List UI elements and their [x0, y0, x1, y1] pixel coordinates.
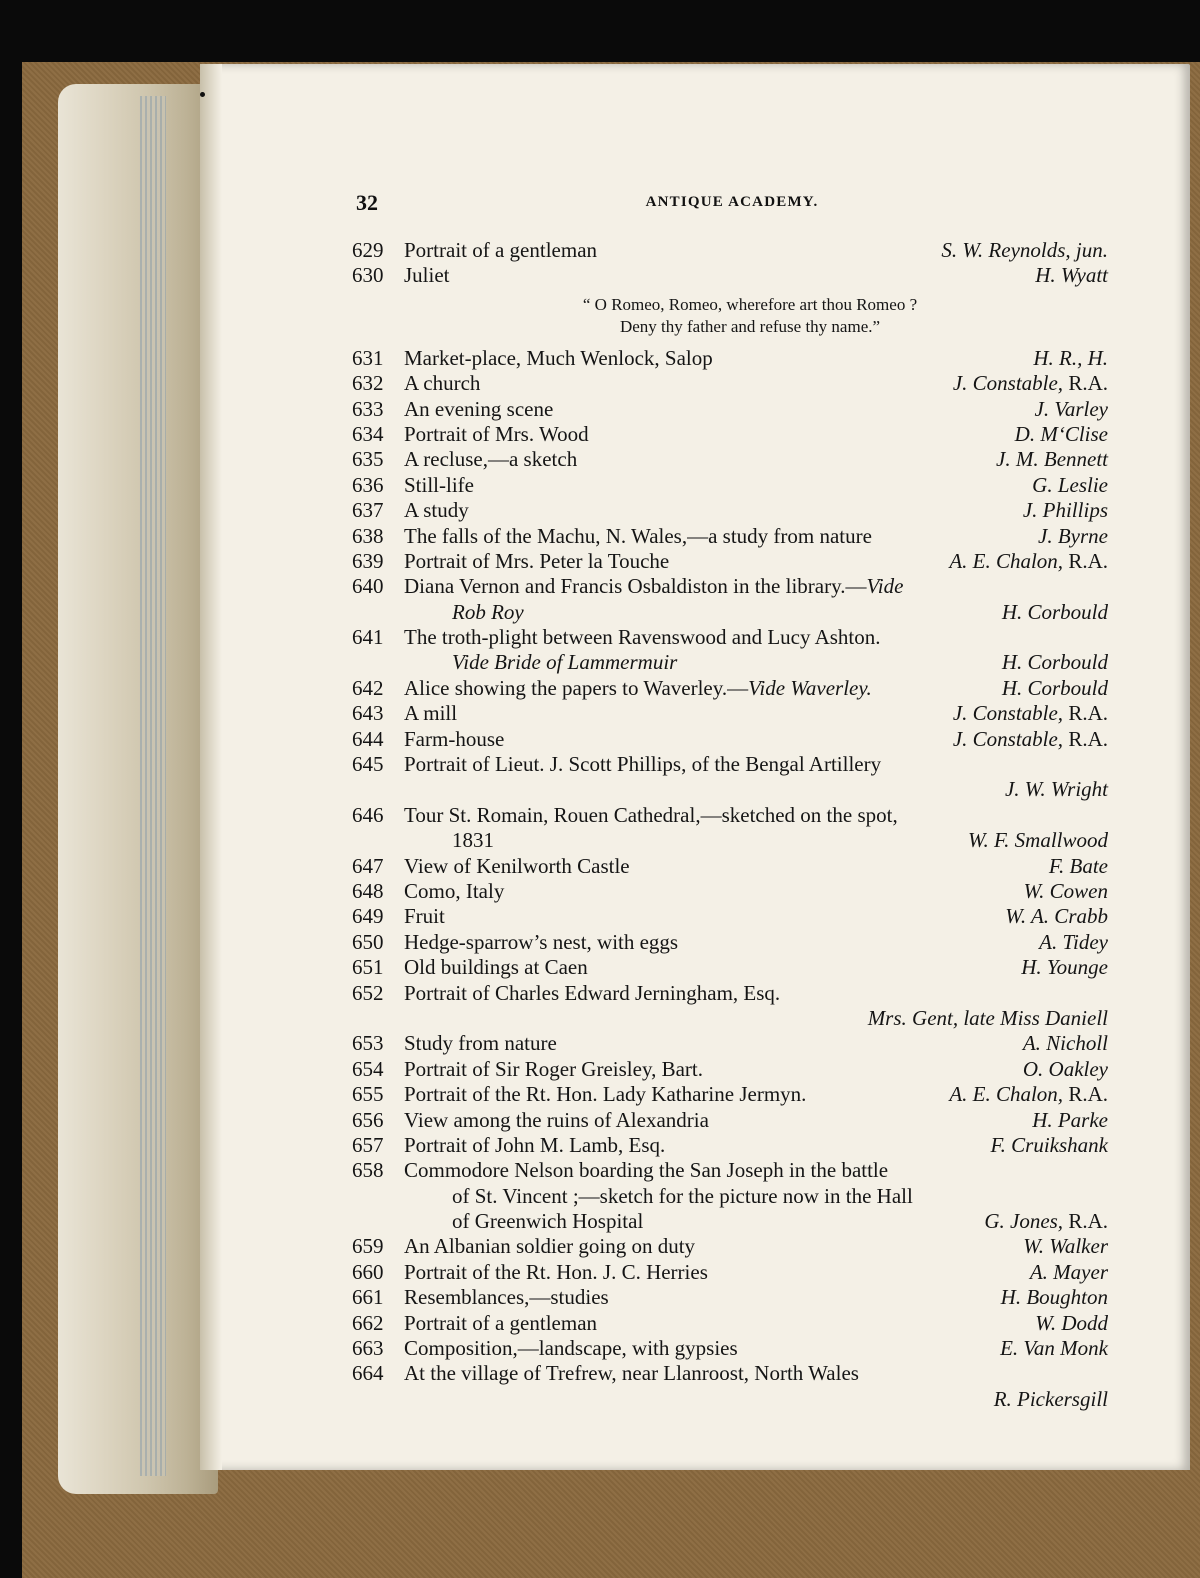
entry-artist: H. R., H.	[1033, 345, 1108, 370]
ra-suffix: R.A.	[1068, 701, 1108, 726]
entry-title: The falls of the Machu, N. Wales,—a study from nature	[404, 523, 872, 548]
catalogue-entry	[352, 930, 1108, 955]
entry-number: 637	[352, 498, 384, 523]
catalogue-entry	[352, 1361, 1108, 1386]
entry-title: Hedge-sparrow’s nest, with eggs	[404, 929, 679, 954]
entry-number: 632	[352, 371, 384, 396]
entry-number: 634	[352, 421, 384, 446]
entry-number: 638	[352, 523, 384, 548]
entry-title: View of Kenilworth Castle	[404, 853, 630, 878]
catalogue-entry-continuation	[352, 1006, 1108, 1031]
entry-number: 649	[352, 904, 384, 929]
entry-artist: G. Leslie	[1032, 472, 1108, 497]
ra-suffix: R.A.	[1068, 548, 1108, 573]
entry-title: Commodore Nelson boarding the San Joseph in the battle	[404, 1158, 889, 1183]
entry-title: At the village of Trefrew, near Llanroost, North Wales	[404, 1361, 859, 1386]
entry-artist: E. Van Monk	[1000, 1336, 1108, 1361]
page-edge-stain	[140, 96, 166, 1476]
catalogue-entry	[352, 854, 1108, 879]
catalogue-entry	[352, 1234, 1108, 1259]
artist-name: J. Constable,	[952, 701, 1064, 726]
catalogue-entry	[352, 346, 1108, 371]
ra-suffix: R.A.	[1068, 1082, 1108, 1107]
entry-title: Fruit	[404, 904, 445, 929]
entry-artist: H. Boughton	[1000, 1285, 1108, 1310]
entry-title-italic: Vide Waverley.	[748, 675, 872, 700]
entry-title: A mill	[404, 701, 458, 726]
entry-number: 654	[352, 1056, 384, 1081]
entry-number: 653	[352, 1031, 384, 1056]
entry-title: Portrait of Sir Roger Greisley, Bart.	[404, 1056, 703, 1081]
entry-number: 648	[352, 878, 384, 903]
entry-artist: H. Corbould	[1001, 650, 1108, 675]
catalogue-entry	[352, 549, 1108, 574]
entry-title-italic: Vide	[866, 574, 904, 599]
catalogue-entry	[352, 1158, 1108, 1183]
entry-number: 644	[352, 726, 384, 751]
entry-title: An Albanian soldier going on duty	[404, 1234, 696, 1259]
catalogue-entry	[352, 1082, 1108, 1107]
catalogue-entry	[352, 263, 1108, 288]
catalogue-entry	[352, 701, 1108, 726]
catalogue-entry	[352, 1031, 1108, 1056]
entry-artist: Mrs. Gent, late Miss Daniell	[867, 1005, 1108, 1030]
entry-title: Juliet	[404, 263, 450, 288]
entry-number: 661	[352, 1285, 384, 1310]
entry-title: Portrait of Lieut. J. Scott Phillips, of the Bengal Artillery	[404, 752, 882, 777]
catalogue-entry	[352, 397, 1108, 422]
catalogue-entry	[352, 1057, 1108, 1082]
entry-number: 639	[352, 548, 384, 573]
entry-number: 663	[352, 1336, 384, 1361]
artist-name: J. Constable,	[952, 371, 1064, 396]
entry-artist: J. W. Wright	[1004, 777, 1108, 802]
catalogue-entry	[352, 1285, 1108, 1310]
entry-artist: H. Younge	[1021, 955, 1108, 980]
catalogue-entry	[352, 1260, 1108, 1285]
quote-line: Deny thy father and refuse thy name.”	[619, 316, 881, 336]
entry-title: An evening scene	[404, 396, 554, 421]
entry-title: Resemblances,—studies	[404, 1285, 609, 1310]
entry-number: 641	[352, 625, 384, 650]
entry-number: 651	[352, 955, 384, 980]
entry-title: Portrait of John M. Lamb, Esq.	[404, 1132, 666, 1157]
entry-artist	[984, 1209, 1108, 1234]
catalogue-entry	[352, 473, 1108, 498]
entry-number: 643	[352, 701, 384, 726]
catalogue-entry	[352, 524, 1108, 549]
entry-title: A study	[404, 498, 469, 523]
entry-number: 635	[352, 447, 384, 472]
entry-number: 652	[352, 980, 384, 1005]
entry-artist: H. Wyatt	[1035, 263, 1108, 288]
entry-title-text: Alice showing the papers to Waverley.—	[404, 675, 749, 700]
entry-title: Portrait of a gentleman	[404, 1310, 598, 1335]
page-block-edge	[58, 84, 218, 1494]
catalogue-entry-continuation	[352, 828, 1108, 853]
catalogue-entry	[352, 727, 1108, 752]
entry-artist	[953, 701, 1108, 726]
entry-title-continuation: of St. Vincent ;—sketch for the picture now in the Hall	[452, 1183, 913, 1208]
entry-title: Portrait of Charles Edward Jerningham, Esq.	[404, 980, 781, 1005]
quote-line: “ O Romeo, Romeo, wherefore art thou Romeo ?	[582, 294, 918, 314]
entry-title: Composition,—landscape, with gypsies	[404, 1336, 738, 1361]
entry-artist: J. Phillips	[1022, 498, 1108, 523]
entry-number: 629	[352, 238, 384, 262]
catalogue-entry	[352, 238, 1108, 263]
entry-title	[404, 676, 872, 701]
catalogue-entry	[352, 1108, 1108, 1133]
catalogue-entry	[352, 676, 1108, 701]
entry-title: Tour St. Romain, Rouen Cathedral,—sketched on the spot,	[404, 802, 898, 827]
entry-number: 640	[352, 574, 384, 599]
entry-artist: A. Tidey	[1039, 929, 1108, 954]
entry-artist: O. Oakley	[1022, 1056, 1108, 1081]
page-number: 32	[356, 190, 378, 215]
entry-title-continuation: Rob Roy	[452, 599, 524, 624]
catalogue-entry	[352, 1336, 1108, 1361]
artist-name: A. E. Chalon,	[949, 1082, 1064, 1107]
entry-number: 645	[352, 752, 384, 777]
entry-artist: W. Walker	[1023, 1234, 1108, 1259]
entry-title: A recluse,—a sketch	[404, 447, 578, 472]
entry-artist: W. Dodd	[1035, 1310, 1108, 1335]
entry-artist: F. Bate	[1048, 853, 1108, 878]
entry-title: Still-life	[404, 472, 474, 497]
entry-artist	[953, 727, 1108, 752]
catalogue-entry	[352, 625, 1108, 650]
entry-title-continuation: of Greenwich Hospital	[452, 1209, 644, 1234]
entry-title: Study from nature	[404, 1031, 557, 1056]
entry-artist: S. W. Reynolds, jun.	[941, 238, 1108, 262]
entry-number: 658	[352, 1158, 384, 1183]
entry-artist	[949, 1082, 1108, 1107]
ra-suffix: R.A.	[1068, 726, 1108, 751]
catalogue-entry	[352, 447, 1108, 472]
page-header	[356, 190, 1108, 214]
entry-number: 660	[352, 1259, 384, 1284]
entry-number: 655	[352, 1082, 384, 1107]
entry-number: 664	[352, 1361, 384, 1386]
artist-name: A. E. Chalon,	[949, 548, 1064, 573]
catalogue-entry	[352, 422, 1108, 447]
ra-suffix: R.A.	[1068, 371, 1108, 396]
catalogue-entry-continuation	[352, 777, 1108, 802]
catalogue-entry	[352, 981, 1108, 1006]
catalogue-entry	[352, 752, 1108, 777]
catalogue-entry-continuation	[352, 600, 1108, 625]
entry-number: 636	[352, 472, 384, 497]
entry-number: 650	[352, 929, 384, 954]
entry-title: The troth-plight between Ravenswood and Lucy Ashton.	[404, 625, 881, 650]
entry-number: 646	[352, 802, 384, 827]
entry-artist: H. Parke	[1032, 1107, 1108, 1132]
catalogue-entry	[352, 1311, 1108, 1336]
entry-artist: D. M‘Clise	[1014, 421, 1108, 446]
entry-title: Portrait of the Rt. Hon. Lady Katharine Jermyn.	[404, 1082, 807, 1107]
entry-artist: A. Nicholl	[1022, 1031, 1108, 1056]
epigraph-quote	[352, 289, 1108, 346]
entry-artist: J. M. Bennett	[996, 447, 1108, 472]
ra-suffix: R.A.	[1068, 1209, 1108, 1234]
entry-title: Portrait of a gentleman	[404, 238, 598, 262]
entry-title: Farm-house	[404, 726, 505, 751]
catalogue-entry	[352, 879, 1108, 904]
entry-title: Portrait of Mrs. Peter la Touche	[404, 548, 670, 573]
catalogue-entry	[352, 1133, 1108, 1158]
catalogue-entry	[352, 803, 1108, 828]
catalogue-entry-continuation	[352, 1184, 1108, 1209]
entry-artist	[953, 371, 1108, 396]
entry-artist: F. Cruikshank	[990, 1132, 1108, 1157]
entry-title: Market-place, Much Wenlock, Salop	[404, 345, 713, 370]
entry-artist: J. Varley	[1034, 396, 1108, 421]
running-head: ANTIQUE ACADEMY.	[645, 194, 819, 210]
entry-number: 642	[352, 675, 384, 700]
page-gutter	[200, 64, 222, 1470]
entry-title: Old buildings at Caen	[404, 955, 588, 980]
entry-artist: H. Corbould	[1001, 675, 1108, 700]
entry-number: 662	[352, 1310, 384, 1335]
entry-title	[404, 574, 903, 599]
entry-number: 656	[352, 1107, 384, 1132]
catalogue-entry	[352, 498, 1108, 523]
entry-artist: H. Corbould	[1001, 599, 1108, 624]
entry-number: 647	[352, 853, 384, 878]
entry-title: Portrait of Mrs. Wood	[404, 421, 589, 446]
entry-artist: R. Pickersgill	[993, 1386, 1108, 1411]
entry-title: A church	[404, 371, 481, 396]
catalogue-entry-continuation	[352, 1387, 1108, 1412]
catalogue-entry	[352, 955, 1108, 980]
entry-artist: A. Mayer	[1029, 1259, 1108, 1284]
entry-title: View among the ruins of Alexandria	[404, 1107, 709, 1132]
entry-title: Portrait of the Rt. Hon. J. C. Herries	[404, 1259, 708, 1284]
entry-number: 633	[352, 396, 384, 421]
entry-number: 631	[352, 345, 384, 370]
ink-dot	[200, 92, 205, 97]
entry-title: Como, Italy	[404, 878, 505, 903]
catalogue-entry-continuation	[352, 1209, 1108, 1234]
catalogue-entry	[352, 574, 1108, 599]
entry-artist	[949, 549, 1108, 574]
entry-number: 630	[352, 263, 384, 288]
catalogue-entry	[352, 904, 1108, 929]
entry-artist: W. F. Smallwood	[967, 828, 1108, 853]
entry-number: 657	[352, 1132, 384, 1157]
catalogue-list	[352, 238, 1108, 1412]
entry-title-text: Diana Vernon and Francis Osbaldiston in the library.—	[404, 574, 867, 599]
artist-name: J. Constable,	[952, 726, 1064, 751]
entry-title-continuation: Vide Bride of Lammermuir	[452, 650, 678, 675]
artist-name: G. Jones,	[984, 1209, 1064, 1234]
catalogue-entry-continuation	[352, 650, 1108, 675]
entry-artist: W. A. Crabb	[1005, 904, 1108, 929]
entry-number: 659	[352, 1234, 384, 1259]
entry-artist: J. Byrne	[1038, 523, 1108, 548]
catalogue-entry	[352, 371, 1108, 396]
entry-artist: W. Cowen	[1023, 878, 1108, 903]
entry-title-continuation: 1831	[452, 828, 494, 853]
